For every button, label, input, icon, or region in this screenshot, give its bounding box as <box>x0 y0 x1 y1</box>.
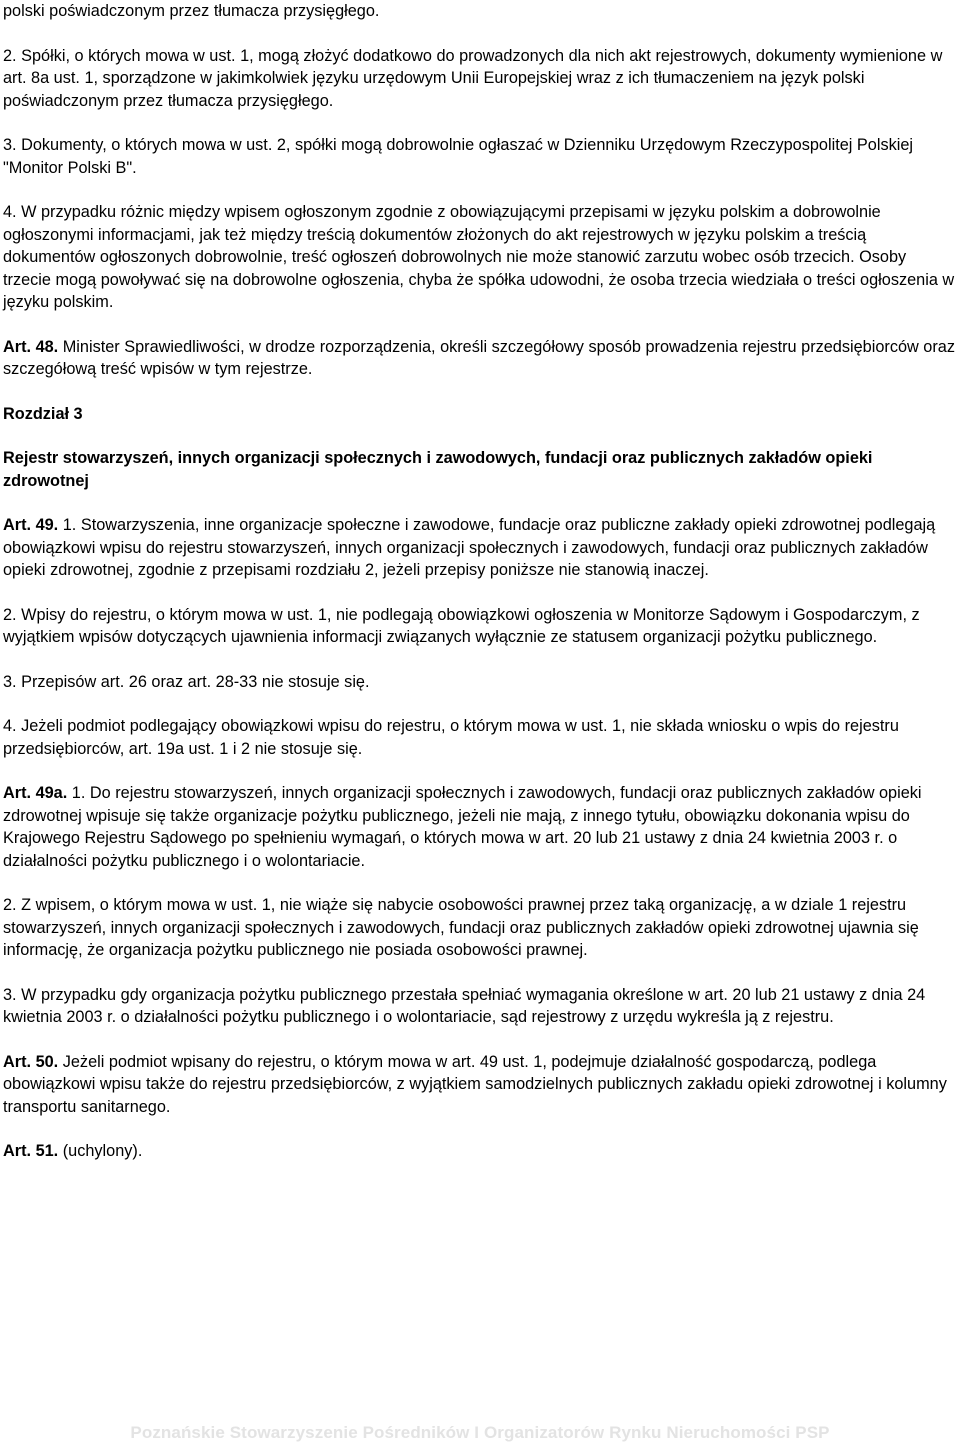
article-51-text: (uchylony). <box>58 1142 143 1160</box>
document-body <box>3 0 958 1185</box>
article-49-text: 1. Stowarzyszenia, inne organizacje społeczne i zawodowe, fundacje oraz publiczne zakłady opieki zdrowotnej podlegają obowiązkowi wpisu do rejestru stowarzyszeń, innych organizacji społecznych i zawodowych, fundacji oraz publicznych zakładów opieki zdrowotnej, zgodnie z przepisami rozdziału 2, jeżeli przepisy poniższe nie stanowią inaczej. <box>3 516 936 579</box>
article-48-label: Art. 48. <box>3 337 59 356</box>
article-50-label: Art. 50. <box>3 1052 59 1071</box>
paragraph-spolki-2: 2. Spółki, o których mowa w ust. 1, mogą złożyć dodatkowo do prowadzonych dla nich akt rejestrowych, dokumenty wymienione w art. 8a ust. 1, sporządzone w jakimkolwiek języku urzędowym Unii Europejskiej wraz z ich tłumaczeniem na język polski poświadczonym przez tłumacza przysięgłego. <box>3 46 943 110</box>
article-48-text: Minister Sprawiedliwości, w drodze rozporządzenia, określi szczegółowy sposób prowadzenia rejestru przedsiębiorców oraz szczegółową treść wpisów w tym rejestrze. <box>3 337 955 378</box>
chapter-heading: Rozdział 3 <box>3 404 83 423</box>
article-51 <box>3 1140 958 1163</box>
article-49-label: Art. 49. <box>3 516 59 534</box>
article-48 <box>3 336 958 381</box>
article-49a-ust-3: 3. W przypadku gdy organizacja pożytku publicznego przestała spełniać wymagania określone w art. 20 lub 21 ustawy z dnia 24 kwietnia 2003 r. o działalności pożytku publicznego i o wolontariacie, sąd rejestrowy z urzędu wykreśla ją z rejestru. <box>3 985 926 1026</box>
page-footer-watermark: Poznańskie Stowarzyszenie Pośredników I Organizatorów Rynku Nieruchomości PSP <box>130 1423 830 1442</box>
article-50-text: Jeżeli podmiot wpisany do rejestru, o którym mowa w art. 49 ust. 1, podejmuje działalność gospodarczą, podlega obowiązkowi wpisu także do rejestru przedsiębiorców, z wyjątkiem samodzielnych publicznych zakładu opieki zdrowotnej i kolumny transportu sanitarnego. <box>3 1052 947 1116</box>
article-51-label: Art. 51. <box>3 1142 59 1160</box>
chapter-title: Rejestr stowarzyszeń, innych organizacji społecznych i zawodowych, fundacji oraz publicznych zakładów opieki zdrowotnej <box>3 449 873 490</box>
article-50 <box>3 1051 958 1119</box>
article-49 <box>3 514 958 582</box>
paragraph-roznice-4: 4. W przypadku różnic między wpisem ogłoszonym zgodnie z obowiązującymi przepisami w języku polskim a dobrowolnie ogłoszonymi informacjami, jak też między treścią dokumentów złożonych do akt rejestrowych w języku polskim a treścią dokumentów ogłoszonych dobrowolnie, treść ogłoszeń dobrowolnych nie może stanowić zarzutu wobec osób trzecich. Osoby trzecie mogą powoływać się na dobrowolne ogłoszenia, chyba że spółka udowodni, że osoba trzecia wiedziała o treści ogłoszenia w języku polskim. <box>3 203 955 311</box>
article-49-ust-4: 4. Jeżeli podmiot podlegający obowiązkowi wpisu do rejestru, o którym mowa w ust. 1, nie składa wniosku o wpis do rejestru przedsiębiorców, art. 19a ust. 1 i 2 nie stosuje się. <box>3 717 899 758</box>
paragraph-dokumenty-3: 3. Dokumenty, o których mowa w ust. 2, spółki mogą dobrowolnie ogłaszać w Dzienniku Urzędowym Rzeczypospolitej Polskiej "Monitor Polski B". <box>3 136 914 177</box>
article-49a-text: 1. Do rejestru stowarzyszeń, innych organizacji społecznych i zawodowych, fundacji oraz publicznych zakładów opieki zdrowotnej wpisuje się także organizacje pożytku publicznego, jeżeli nie mają, z innego tytułu, obowiązku dokonania wpisu do Krajowego Rejestru Sądowego po spełnieniu wymagań, o których mowa w art. 20 lub 21 ustawy z dnia 24 kwietnia 2003 r. o działalności pożytku publicznego i o wolontariacie. <box>3 784 922 870</box>
article-49-ust-3: 3. Przepisów art. 26 oraz art. 28-33 nie stosuje się. <box>3 672 370 691</box>
paragraph-continuation: polski poświadczonym przez tłumacza przysięgłego. <box>3 2 380 20</box>
article-49a <box>3 782 958 872</box>
article-49a-ust-2: 2. Z wpisem, o którym mowa w ust. 1, nie wiąże się nabycie osobowości prawnej przez taką organizację, a w dziale 1 rejestru stowarzyszeń, innych organizacji społecznych i zawodowych, fundacji oraz publicznych zakładów opieki zdrowotnej ujawnia się informację, że organizacja pożytku publicznego nie posiada osobowości prawnej. <box>3 896 919 959</box>
article-49a-label: Art. 49a. <box>3 784 68 802</box>
article-49-ust-2: 2. Wpisy do rejestru, o którym mowa w ust. 1, nie podlegają obowiązkowi ogłoszenia w Monitorze Sądowym i Gospodarczym, z wyjątkiem wpisów dotyczących ujawnienia informacji związanych wyłącznie ze statusem organizacji pożytku publicznego. <box>3 605 920 646</box>
